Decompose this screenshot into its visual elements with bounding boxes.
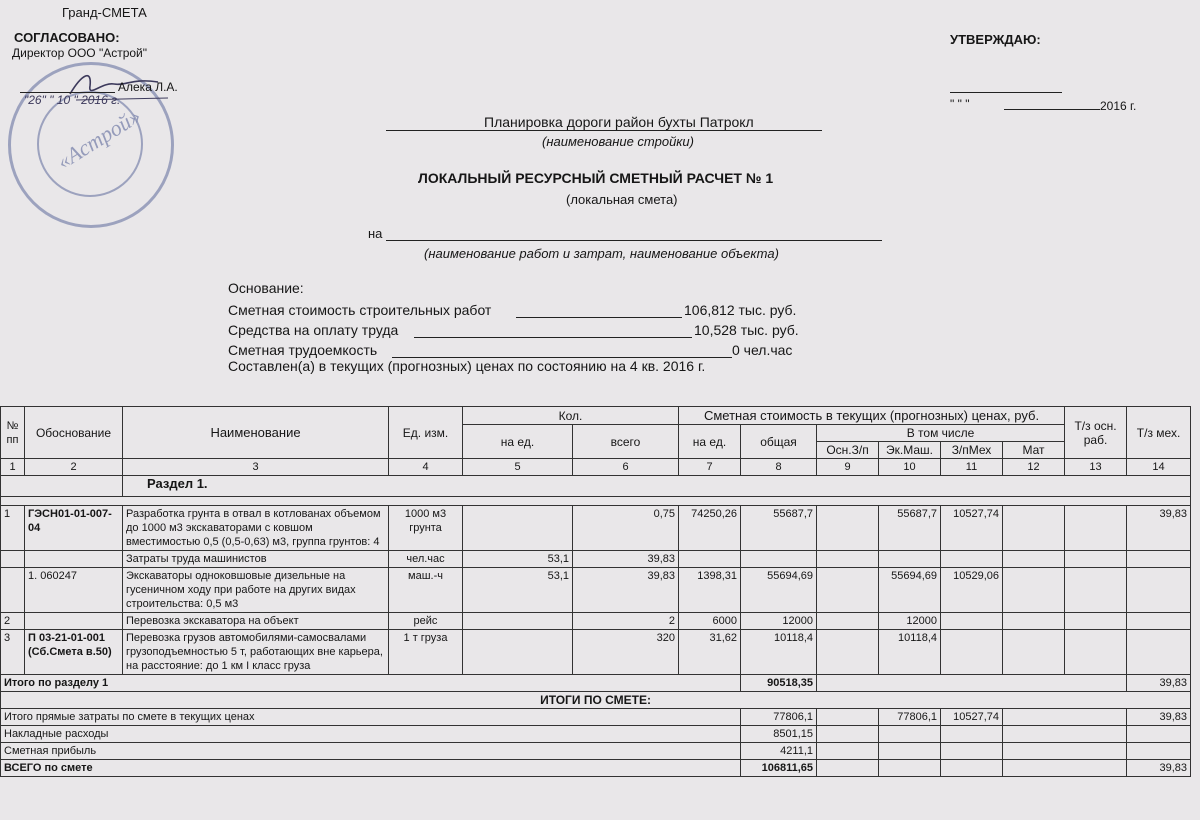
total-value: 4211,1 (741, 743, 817, 760)
cell-q-total: 2 (573, 613, 679, 630)
cell-basis (25, 613, 123, 630)
total-ekmash (879, 743, 941, 760)
cell-tz-mex (1127, 630, 1191, 675)
section-total-row (1, 675, 1191, 692)
object-caption: (наименование работ и затрат, наименование объекта) (424, 246, 779, 261)
estimate-table (0, 406, 1191, 777)
header-ekmash: Эк.Маш. (879, 442, 941, 459)
spacer-row (1, 497, 1191, 506)
total-value: 106811,65 (741, 760, 817, 777)
cell-ekmash: 12000 (879, 613, 941, 630)
empty-cell (1003, 726, 1127, 743)
cell-q-unit (463, 630, 573, 675)
header-cost: Сметная стоимость в текущих (прогнозных) ценах, руб. (679, 407, 1065, 425)
empty-cell (1, 476, 123, 497)
total-ekmash: 77806,1 (879, 709, 941, 726)
cell-mat (1003, 613, 1065, 630)
cell-basis: П 03-21-01-001 (Сб.Смета в.50) (25, 630, 123, 675)
cell-c-total: 55687,7 (741, 506, 817, 551)
empty-cell (817, 709, 879, 726)
column-number: 12 (1003, 459, 1065, 476)
empty-cell (1003, 709, 1127, 726)
agreed-person: Алека Л.А. (118, 80, 178, 94)
total-label: Сметная прибыль (1, 743, 741, 760)
wage-label: Средства на оплату труда (228, 322, 399, 338)
empty-cell (1003, 760, 1127, 777)
header-name: Наименование (123, 407, 389, 459)
column-number: 10 (879, 459, 941, 476)
column-number: 2 (25, 459, 123, 476)
cell-no (1, 568, 25, 613)
header-incl: В том числе (817, 425, 1065, 442)
total-tz-mex: 39,83 (1127, 760, 1191, 777)
stamp-text: «Астрой» (52, 103, 146, 175)
compiled-note: Составлен(а) в текущих (прогнозных) ценах по состоянию на 4 кв. 2016 г. (228, 358, 706, 374)
total-value: 8501,15 (741, 726, 817, 743)
total-row (1, 743, 1191, 760)
column-number: 1 (1, 459, 25, 476)
column-number: 5 (463, 459, 573, 476)
cell-no: 2 (1, 613, 25, 630)
cell-tz-osn (1065, 506, 1127, 551)
cell-unit: 1000 м3 грунта (389, 506, 463, 551)
cell-name: Затраты труда машинистов (123, 551, 389, 568)
cell-c-unit (679, 551, 741, 568)
cell-tz-mex: 39,83 (1127, 506, 1191, 551)
header-unit: Ед. изм. (389, 407, 463, 459)
agreed-date: "26" " 10 " 2016 г. (24, 93, 121, 107)
cell-q-unit: 53,1 (463, 568, 573, 613)
table-row (1, 613, 1191, 630)
total-ekmash (879, 760, 941, 777)
header-cost-unit: на ед. (679, 425, 741, 459)
cell-c-total (741, 551, 817, 568)
empty-cell (817, 743, 879, 760)
cell-ekmash: 55694,69 (879, 568, 941, 613)
document-title: ЛОКАЛЬНЫЙ РЕСУРСНЫЙ СМЕТНЫЙ РАСЧЕТ № 1 (418, 170, 774, 186)
cell-name: Перевозка грузов автомобилями-самосвалами грузоподъемностью 5 т, работающих вне карьера, на расстояние: до 1 км I класс груза (123, 630, 389, 675)
total-zpmex (941, 760, 1003, 777)
header-no: № пп (1, 407, 25, 459)
cell-osn (817, 551, 879, 568)
cost-line (516, 317, 682, 318)
cell-ekmash: 55687,7 (879, 506, 941, 551)
cost-label: Сметная стоимость строительных работ (228, 302, 492, 318)
total-row (1, 726, 1191, 743)
total-label: Накладные расходы (1, 726, 741, 743)
column-number: 11 (941, 459, 1003, 476)
cell-zpmex: 10529,06 (941, 568, 1003, 613)
total-row (1, 709, 1191, 726)
section-total-label: Итого по разделу 1 (1, 675, 741, 692)
header-qty-total: всего (573, 425, 679, 459)
cell-c-total: 12000 (741, 613, 817, 630)
column-number: 8 (741, 459, 817, 476)
cell-mat (1003, 506, 1065, 551)
cell-q-total: 320 (573, 630, 679, 675)
total-zpmex (941, 726, 1003, 743)
cell-tz-osn (1065, 613, 1127, 630)
cell-unit: 1 т груза (389, 630, 463, 675)
total-value: 77806,1 (741, 709, 817, 726)
column-number: 7 (679, 459, 741, 476)
column-number: 6 (573, 459, 679, 476)
cell-osn (817, 613, 879, 630)
empty-cell (1003, 743, 1127, 760)
total-zpmex (941, 743, 1003, 760)
total-ekmash (879, 726, 941, 743)
section-row (1, 476, 1191, 497)
approve-label: УТВЕРЖДАЮ: (950, 32, 1041, 47)
cell-q-total: 39,83 (573, 568, 679, 613)
column-numbers-row (1, 459, 1191, 476)
header-tz-mex: Т/з мех. (1127, 407, 1191, 459)
cell-c-unit: 6000 (679, 613, 741, 630)
basis-label: Основание: (228, 280, 304, 296)
cell-tz-osn (1065, 551, 1127, 568)
cell-osn (817, 568, 879, 613)
total-label: ВСЕГО по смете (1, 760, 741, 777)
cell-c-unit: 31,62 (679, 630, 741, 675)
approve-year: 2016 г. (1100, 99, 1137, 113)
cell-zpmex (941, 613, 1003, 630)
cell-name: Разработка грунта в отвал в котлованах объемом до 1000 м3 экскаваторами с ковшом вместимостью 0,5 (0,5-0,63) м3, группа грунтов: 4 (123, 506, 389, 551)
header-tz-osn: Т/з осн. раб. (1065, 407, 1127, 459)
document-subtitle: (локальная смета) (566, 192, 678, 207)
cell-basis: ГЭСН01-01-007-04 (25, 506, 123, 551)
cell-q-unit (463, 506, 573, 551)
cell-name: Перевозка экскаватора на объект (123, 613, 389, 630)
table-row (1, 551, 1191, 568)
cell-ekmash: 10118,4 (879, 630, 941, 675)
header-basis: Обоснование (25, 407, 123, 459)
approve-sign-line (950, 92, 1062, 93)
empty-cell (817, 675, 1127, 692)
cell-q-total: 0,75 (573, 506, 679, 551)
empty-cell (817, 760, 879, 777)
cell-mat (1003, 568, 1065, 613)
section-total-value: 90518,35 (741, 675, 817, 692)
cell-zpmex (941, 630, 1003, 675)
cell-no: 3 (1, 630, 25, 675)
cell-zpmex (941, 551, 1003, 568)
table-row (1, 506, 1191, 551)
cell-unit: маш.-ч (389, 568, 463, 613)
cell-q-total: 39,83 (573, 551, 679, 568)
cell-zpmex: 10527,74 (941, 506, 1003, 551)
header-mat: Мат (1003, 442, 1065, 459)
cell-tz-osn (1065, 568, 1127, 613)
column-number: 13 (1065, 459, 1127, 476)
app-name: Гранд-СМЕТА (62, 5, 147, 20)
approve-date: " " " (950, 97, 970, 111)
approve-date-line (1004, 109, 1100, 110)
column-number: 4 (389, 459, 463, 476)
project-name: Планировка дороги район бухты Патрокл (484, 114, 754, 130)
column-number: 9 (817, 459, 879, 476)
cell-no (1, 551, 25, 568)
empty-cell (817, 726, 879, 743)
cell-ekmash (879, 551, 941, 568)
object-line (386, 240, 882, 241)
total-tz-mex (1127, 743, 1191, 760)
total-tz-mex: 39,83 (1127, 709, 1191, 726)
cell-unit: рейс (389, 613, 463, 630)
section-title: Раздел 1. (123, 476, 1191, 497)
section-total-tz-mex: 39,83 (1127, 675, 1191, 692)
header-qty-unit: на ед. (463, 425, 573, 459)
project-caption: (наименование стройки) (542, 134, 694, 149)
column-number: 14 (1127, 459, 1191, 476)
project-name-line (386, 130, 822, 131)
cell-no: 1 (1, 506, 25, 551)
labor-value: 0 чел.час (732, 342, 793, 358)
column-number: 3 (123, 459, 389, 476)
cell-basis (25, 551, 123, 568)
cell-name: Экскаваторы одноковшовые дизельные на гусеничном ходу при работе на других видах строительства: 0,5 м3 (123, 568, 389, 613)
table-row (1, 630, 1191, 675)
cell-tz-osn (1065, 630, 1127, 675)
cell-c-total: 10118,4 (741, 630, 817, 675)
cell-mat (1003, 630, 1065, 675)
cell-unit: чел.час (389, 551, 463, 568)
cell-tz-mex (1127, 551, 1191, 568)
cell-c-total: 55694,69 (741, 568, 817, 613)
cell-q-unit (463, 613, 573, 630)
header-qty: Кол. (463, 407, 679, 425)
totals-title: ИТОГИ ПО СМЕТЕ: (1, 692, 1191, 709)
empty-cell (1, 497, 1191, 506)
object-on-label: на (368, 226, 383, 241)
wage-line (414, 337, 692, 338)
wage-value: 10,528 тыс. руб. (694, 322, 799, 338)
total-tz-mex (1127, 726, 1191, 743)
totals-title-row (1, 692, 1191, 709)
agreed-label: СОГЛАСОВАНО: (14, 30, 120, 45)
total-row (1, 760, 1191, 777)
labor-label: Сметная трудоемкость (228, 342, 378, 358)
cell-osn (817, 506, 879, 551)
cell-osn (817, 630, 879, 675)
cell-q-unit: 53,1 (463, 551, 573, 568)
agreed-org: Директор ООО "Астрой" (12, 46, 148, 60)
cost-value: 106,812 тыс. руб. (684, 302, 797, 318)
header-osn: Осн.З/п (817, 442, 879, 459)
cell-c-unit: 1398,31 (679, 568, 741, 613)
cell-mat (1003, 551, 1065, 568)
cell-tz-mex (1127, 613, 1191, 630)
total-zpmex: 10527,74 (941, 709, 1003, 726)
cell-c-unit: 74250,26 (679, 506, 741, 551)
header-zpmex: З/пМех (941, 442, 1003, 459)
header-cost-total: общая (741, 425, 817, 459)
cell-basis: 1. 060247 (25, 568, 123, 613)
cell-tz-mex (1127, 568, 1191, 613)
table-row (1, 568, 1191, 613)
total-label: Итого прямые затраты по смете в текущих ценах (1, 709, 741, 726)
